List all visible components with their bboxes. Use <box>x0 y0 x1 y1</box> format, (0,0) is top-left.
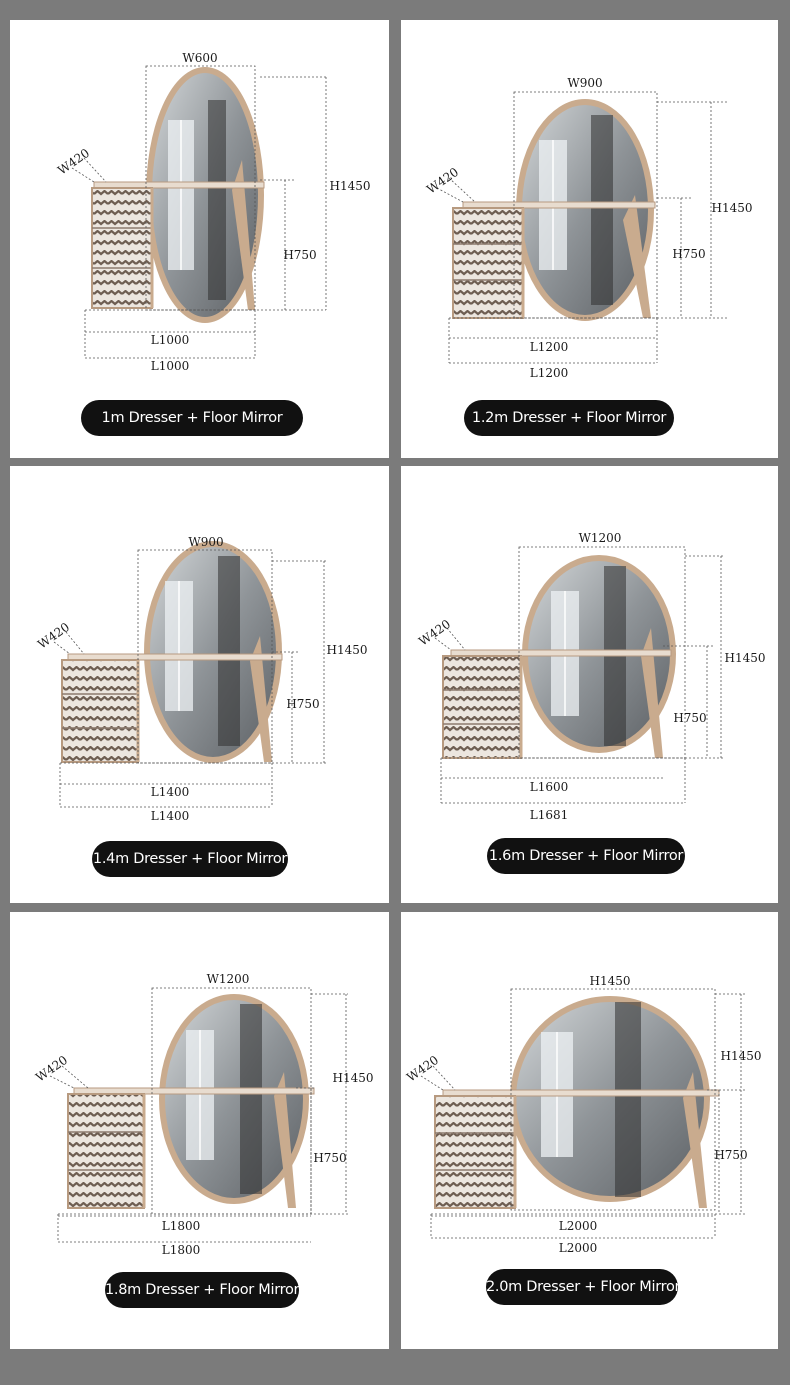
product-caption: 1.2m Dresser + Floor Mirror <box>464 400 674 436</box>
desk-height-label: H750 <box>286 697 320 711</box>
total-height-label: H1450 <box>332 1071 374 1085</box>
product-caption: 2.0m Dresser + Floor Mirror <box>486 1269 678 1305</box>
dresser-mirror-diagram <box>10 466 389 903</box>
side-width-label: W420 <box>55 145 93 178</box>
outer-length-label: L1400 <box>150 809 190 823</box>
desk-height-label: H750 <box>313 1151 347 1165</box>
inner-length-label: L1600 <box>529 780 569 794</box>
dresser-mirror-diagram <box>10 20 389 458</box>
desk-height-label: H750 <box>673 711 707 725</box>
total-height-label: H1450 <box>326 643 368 657</box>
width-top-label: W600 <box>182 51 218 65</box>
outer-length-label: L1000 <box>150 359 190 373</box>
product-panel-2-0m <box>401 912 778 1349</box>
side-width-label: W420 <box>424 164 462 197</box>
product-caption: 1.6m Dresser + Floor Mirror <box>487 838 685 874</box>
round-mirror <box>513 999 707 1199</box>
total-height-label: H1450 <box>329 179 371 193</box>
width-top-label: W1200 <box>206 972 250 986</box>
product-panel-1-8m <box>10 912 389 1349</box>
total-height-label: H1450 <box>711 201 753 215</box>
inner-length-label: L2000 <box>558 1219 598 1233</box>
inner-length-label: L1200 <box>529 340 569 354</box>
product-panel-1-4m <box>10 466 389 903</box>
product-panel-1-6m <box>401 466 778 903</box>
side-width-label: W420 <box>404 1052 442 1085</box>
product-panel-1m <box>10 20 389 458</box>
total-height-label: H1450 <box>720 1049 762 1063</box>
outer-length-label: L1800 <box>161 1243 201 1257</box>
inner-length-label: L1400 <box>150 785 190 799</box>
outer-length-label: L2000 <box>558 1241 598 1255</box>
product-caption: 1m Dresser + Floor Mirror <box>81 400 303 436</box>
side-width-label: W420 <box>416 616 454 649</box>
outer-length-label: L1200 <box>529 366 569 380</box>
outer-length-label: L1681 <box>529 808 569 822</box>
desk-height-label: H750 <box>283 248 317 262</box>
width-top-label: W900 <box>567 76 603 90</box>
width-top-label: H1450 <box>589 974 631 988</box>
width-top-label: W900 <box>188 535 224 549</box>
product-caption: 1.8m Dresser + Floor Mirror <box>105 1272 299 1308</box>
desk-height-label: H750 <box>714 1148 748 1162</box>
desk-height-label: H750 <box>672 247 706 261</box>
inner-length-label: L1800 <box>161 1219 201 1233</box>
total-height-label: H1450 <box>724 651 766 665</box>
width-top-label: W1200 <box>578 531 622 545</box>
dresser-mirror-diagram <box>401 20 778 458</box>
product-caption: 1.4m Dresser + Floor Mirror <box>92 841 288 877</box>
side-width-label: W420 <box>35 619 73 652</box>
product-panel-1-2m <box>401 20 778 458</box>
side-width-label: W420 <box>33 1052 71 1085</box>
inner-length-label: L1000 <box>150 333 190 347</box>
